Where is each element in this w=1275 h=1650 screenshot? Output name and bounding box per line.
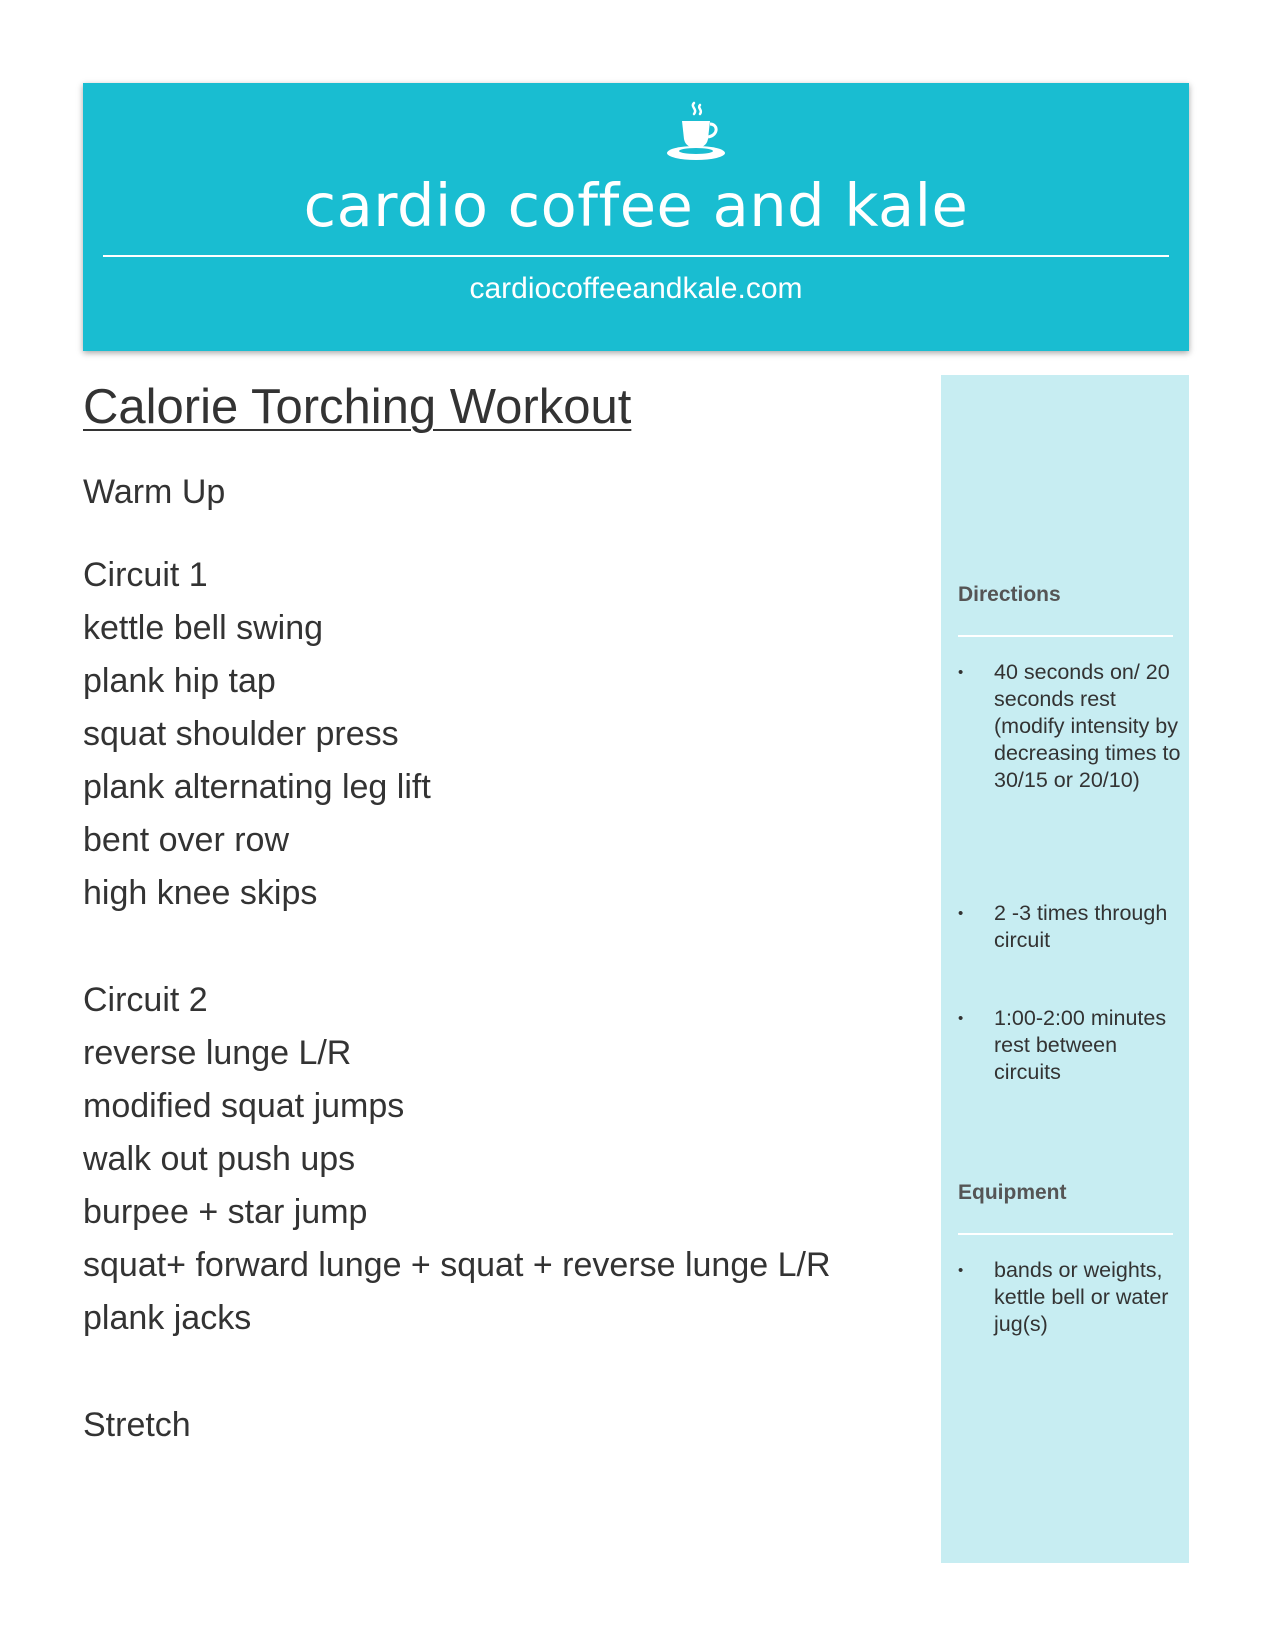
directions-divider	[958, 635, 1173, 637]
circuit-2-exercise: burpee + star jump	[83, 1193, 368, 1231]
circuit-1-exercise: high knee skips	[83, 874, 318, 912]
circuit-1-exercise: kettle bell swing	[83, 609, 324, 647]
directions-item-text: 40 seconds on/ 20 seconds rest (modify intensity by decreasing times to 30/15 or 20/10)	[994, 660, 1181, 792]
bullet-icon: •	[958, 1010, 964, 1027]
brand-title: cardio coffee and kale	[303, 171, 969, 240]
bullet-icon: •	[958, 1262, 964, 1279]
directions-item-text: 1:00-2:00 minutes rest between circuits	[994, 1006, 1167, 1084]
bullet-icon: •	[958, 664, 964, 681]
equipment-divider	[958, 1233, 1173, 1235]
circuit-2-exercise: squat+ forward lunge + squat + reverse lunge L/R	[83, 1246, 831, 1284]
circuit-1-exercise: squat shoulder press	[83, 715, 399, 753]
circuit-2-exercise: modified squat jumps	[83, 1087, 405, 1125]
brand-url[interactable]: cardiocoffeeandkale.com	[469, 272, 803, 305]
banner-divider	[103, 255, 1169, 257]
equipment-heading: Equipment	[958, 1181, 1067, 1204]
circuit-2-exercise: walk out push ups	[83, 1140, 356, 1178]
circuit-1-exercise: bent over row	[83, 821, 289, 859]
circuit-2-exercise: plank jacks	[83, 1299, 252, 1337]
directions-item-text: 2 -3 times through circuit	[994, 901, 1168, 952]
header-banner	[83, 83, 1189, 351]
bullet-icon: •	[958, 905, 964, 922]
directions-heading: Directions	[958, 583, 1061, 606]
equipment-item-text: bands or weights, kettle bell or water jug(s)	[994, 1258, 1169, 1336]
page-title: Calorie Torching Workout	[83, 380, 632, 434]
circuit-1-exercise: plank hip tap	[83, 662, 276, 700]
circuit-2-heading: Circuit 2	[83, 981, 208, 1019]
warm-up-label: Warm Up	[83, 473, 226, 511]
circuit-2-exercise: reverse lunge L/R	[83, 1034, 352, 1072]
circuit-1-exercise: plank alternating leg lift	[83, 768, 431, 806]
coffee-cup-icon	[664, 99, 730, 165]
sidebar	[941, 375, 1189, 1563]
stretch-label: Stretch	[83, 1406, 191, 1444]
circuit-1-heading: Circuit 1	[83, 556, 208, 594]
